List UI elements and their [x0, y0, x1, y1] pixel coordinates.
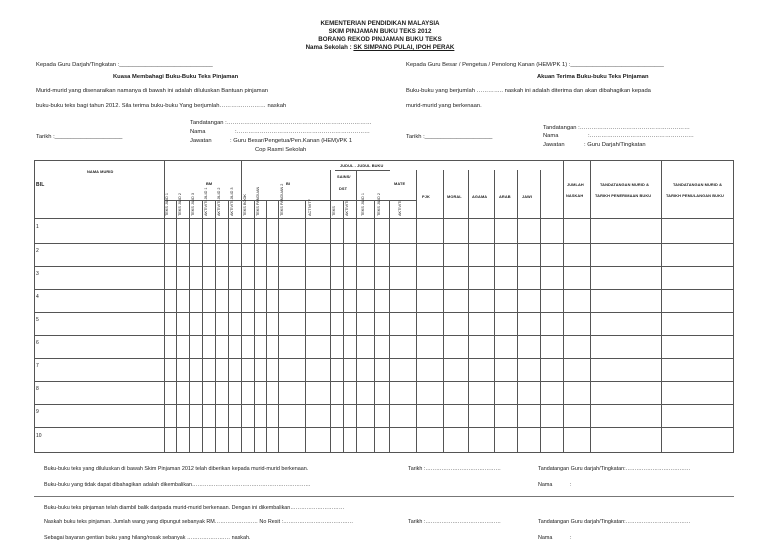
- row-number: 8: [36, 386, 39, 392]
- col-line: [374, 200, 375, 452]
- jawi-header: JAWI: [522, 194, 532, 199]
- row-number: 3: [36, 271, 39, 277]
- sub-sains-1: TEKS: [332, 206, 336, 216]
- col-line: [215, 200, 216, 452]
- row-number: 4: [36, 294, 39, 300]
- footer-divider: [34, 496, 734, 497]
- col-line: [590, 160, 591, 452]
- left-date-line: Tarikh :_____________________: [36, 134, 123, 140]
- right-recipient-line: Kepada Guru Besar / Pengetua / Penolong Kanan (HEM/PK 1) :_____________________________: [406, 62, 664, 68]
- col-line: [176, 200, 177, 452]
- footer-lost-note: Sebagai bayaran gentian buku yang hilang/rosak sebanyak …………………… naskah.: [44, 535, 251, 541]
- left-paragraph-2: buku-buku teks bagi tahun 2012. Sila terima buku-buku Yang berjumlah…………………… naskah: [36, 103, 287, 109]
- sub-bi-4: ACTIVITY: [308, 198, 312, 216]
- official-stamp-label: Cop Rasmi Sekolah: [255, 147, 307, 153]
- row-line: [34, 404, 734, 405]
- right-block-title: Akuan Terima Buku-buku Teks Pinjaman: [537, 74, 649, 80]
- judul-buku-header: JUDUL - JUDUL BUKU: [340, 163, 384, 168]
- sub-sains-2: AKTIVITI: [345, 200, 349, 216]
- right-name-label: Nama: [543, 133, 559, 139]
- school-label: Nama Sekolah :: [305, 44, 352, 51]
- sub-mate-3: AKTIVITI: [398, 200, 402, 216]
- row-line: [34, 312, 734, 313]
- footer-payment-note: Naskah buku teks pinjaman. Jumlah wang yang dipungut sebanyak RM…………………… No Resit :…………………………………: [44, 519, 354, 525]
- mate-header: MATE: [394, 181, 406, 186]
- left-post-value: : Guru Besar/Pengetua/Pen.Kanan (HEM)/PK 1: [230, 138, 353, 144]
- ttd-murid-terima-header: TANDATANGAN MURID &: [600, 182, 650, 187]
- scheme-title: SKIM PINJAMAN BUKU TEKS 2012: [328, 28, 432, 35]
- row-number: 9: [36, 409, 39, 415]
- right-date-line: Tarikh :_____________________: [406, 134, 493, 140]
- sains-header: SAINS/: [337, 174, 351, 179]
- sub-bm-5: AKTIVITI JILID 2: [217, 187, 221, 216]
- row-line: [34, 289, 734, 290]
- row-line: [34, 335, 734, 336]
- sub-mate-1: TEKS JILID 1: [361, 192, 365, 216]
- row-number: 2: [36, 248, 39, 254]
- header-bottom-line: [34, 218, 734, 219]
- table-top-border: [34, 160, 734, 161]
- col-line: [468, 170, 469, 452]
- row-number: 5: [36, 317, 39, 323]
- footer-name-label-2: Nama: [538, 535, 553, 541]
- left-signature-line: Tandatangan :…………………………………………………………………: [190, 120, 372, 126]
- sub-bm-4: AKTIVITI JILID 1: [204, 187, 208, 216]
- row-line: [34, 427, 734, 428]
- bi-header: BI: [286, 181, 291, 186]
- sub-bm-1: TEKS JILID 1: [165, 192, 169, 216]
- col-line: [189, 200, 190, 452]
- sub-bm-2: TEKS JILID 2: [178, 192, 182, 216]
- tarikh-pemulangan-header: TARIKH PEMULANGAN BUKU: [666, 193, 724, 198]
- sub-bi-2: TEKS PANDUAN: [256, 186, 260, 216]
- row-number: 7: [36, 363, 39, 369]
- col-line: [343, 200, 344, 452]
- right-paragraph-2: murid-murid yang berkenaan.: [406, 103, 482, 109]
- col-line: [241, 160, 242, 452]
- school-name: SK SIMPANG PULAI, IPOH PERAK: [353, 44, 455, 51]
- col-line: [494, 170, 495, 452]
- footer-signature-1: Tandatangan Guru darjah/Tingkatan:………………………………: [538, 466, 691, 472]
- left-post-label: Jawatan: [190, 138, 212, 144]
- left-paragraph-1: Murid-murid yang disenaraikan namanya di bawah ini adalah diluluskan Bantuan pinjaman: [36, 88, 269, 94]
- col-line: [202, 200, 203, 452]
- table-right-border: [733, 160, 734, 452]
- col-line: [278, 200, 279, 452]
- col-line: [540, 170, 541, 452]
- left-name-label: Nama: [190, 129, 206, 135]
- sub-bm-3: TEKS JILID 3: [191, 192, 195, 216]
- jumlah-header: JUMLAH: [567, 182, 584, 187]
- row-number: 1: [36, 224, 39, 230]
- left-block-title: Kuasa Membahagi Buku-Buku Teks Pinjaman: [113, 74, 239, 80]
- sub-bm-6: AKTIVITI JILID 3: [230, 187, 234, 216]
- row-line: [34, 381, 734, 382]
- footer-date-1: Tarikh :……………………………………: [408, 466, 501, 472]
- right-post-value: : Guru Darjah/Tingkatan: [584, 142, 646, 148]
- footer-returned-note: Buku-buku yang tidak dapat dibahagikan adalah dikembalikan…………………………………………………………: [44, 482, 311, 488]
- judul-underline: [335, 170, 390, 171]
- col-line: [330, 170, 331, 452]
- dst-header: DST: [339, 186, 348, 191]
- col-line: [563, 160, 564, 452]
- col-line: [517, 170, 518, 452]
- col-line: [228, 200, 229, 452]
- table-left-border: [34, 160, 35, 452]
- right-name-dots: :………………………………………………: [588, 133, 694, 139]
- agama-header: AGAMA: [472, 194, 488, 199]
- bm-header: BM: [206, 181, 213, 186]
- tarikh-penerimaan-header: TARIKH PENERIMAAN BUKU: [595, 193, 652, 198]
- arab-header: ARAB: [499, 194, 511, 199]
- col-line: [661, 160, 662, 452]
- row-number: 10: [36, 433, 42, 439]
- ttd-murid-pulang-header: TANDATANGAN MURID &: [673, 182, 723, 187]
- naskah-header: NASKAH: [566, 193, 584, 198]
- footer-name-label-1: Nama: [538, 482, 553, 488]
- row-line: [34, 358, 734, 359]
- moral-header: MORAL: [447, 194, 462, 199]
- form-title: BORANG REKOD PINJAMAN BUKU TEKS: [318, 36, 442, 43]
- col-line: [305, 200, 306, 452]
- row-line: [34, 266, 734, 267]
- left-recipient-line: Kepada Guru Darjah/Tingkatan :_____________________________: [36, 62, 213, 68]
- col-line: [266, 200, 267, 452]
- bil-header: BIL: [36, 182, 45, 188]
- school-line: [230, 44, 530, 51]
- footer-name-colon-2: :: [570, 535, 572, 541]
- sub-bi-3: TEKS PANDUAN 2: [280, 183, 284, 216]
- right-paragraph-1: Buku-buku yang berjumlah ………….. naskah ini adalah diterima dan akan dibahagikan kepada: [406, 88, 651, 94]
- footer-signature-2: Tandatangan Guru darjah/Tingkatan:………………………………: [538, 519, 691, 525]
- sub-bi-1: TEKS BOOK: [243, 194, 247, 216]
- col-line: [254, 200, 255, 452]
- right-post-label: Jawatan: [543, 142, 565, 148]
- footer-recalled-note: Buku-buku teks pinjaman telah diambil balik daripada murid-murid berkenaan. Dengan ini dikembalikan…………………………: [44, 505, 345, 511]
- right-signature-line: Tandatangan :…………………………………………………: [543, 125, 690, 131]
- col-line: [356, 170, 357, 452]
- col-line: [389, 200, 390, 452]
- footer-date-2: Tarikh :……………………………………: [408, 519, 501, 525]
- row-number: 6: [36, 340, 39, 346]
- col-line: [443, 170, 444, 452]
- pjk-header: PJK: [422, 194, 430, 199]
- col-line: [416, 170, 417, 452]
- left-name-dots: :……………………………………………………………: [235, 129, 370, 135]
- ministry-title: KEMENTERIAN PENDIDIKAN MALAYSIA: [320, 20, 440, 27]
- row-line: [34, 243, 734, 244]
- footer-name-colon-1: :: [570, 482, 572, 488]
- footer-approval-note: Buku-buku teks yang diluluskan di bawah Skim Pinjaman 2012 telah diberikan kepada murid-murid berkenaan.: [44, 466, 309, 472]
- nama-murid-header: NAMA MURID: [87, 169, 114, 174]
- table-bottom-border: [34, 452, 734, 453]
- sub-mate-2: TEKS JILID 2: [377, 192, 381, 216]
